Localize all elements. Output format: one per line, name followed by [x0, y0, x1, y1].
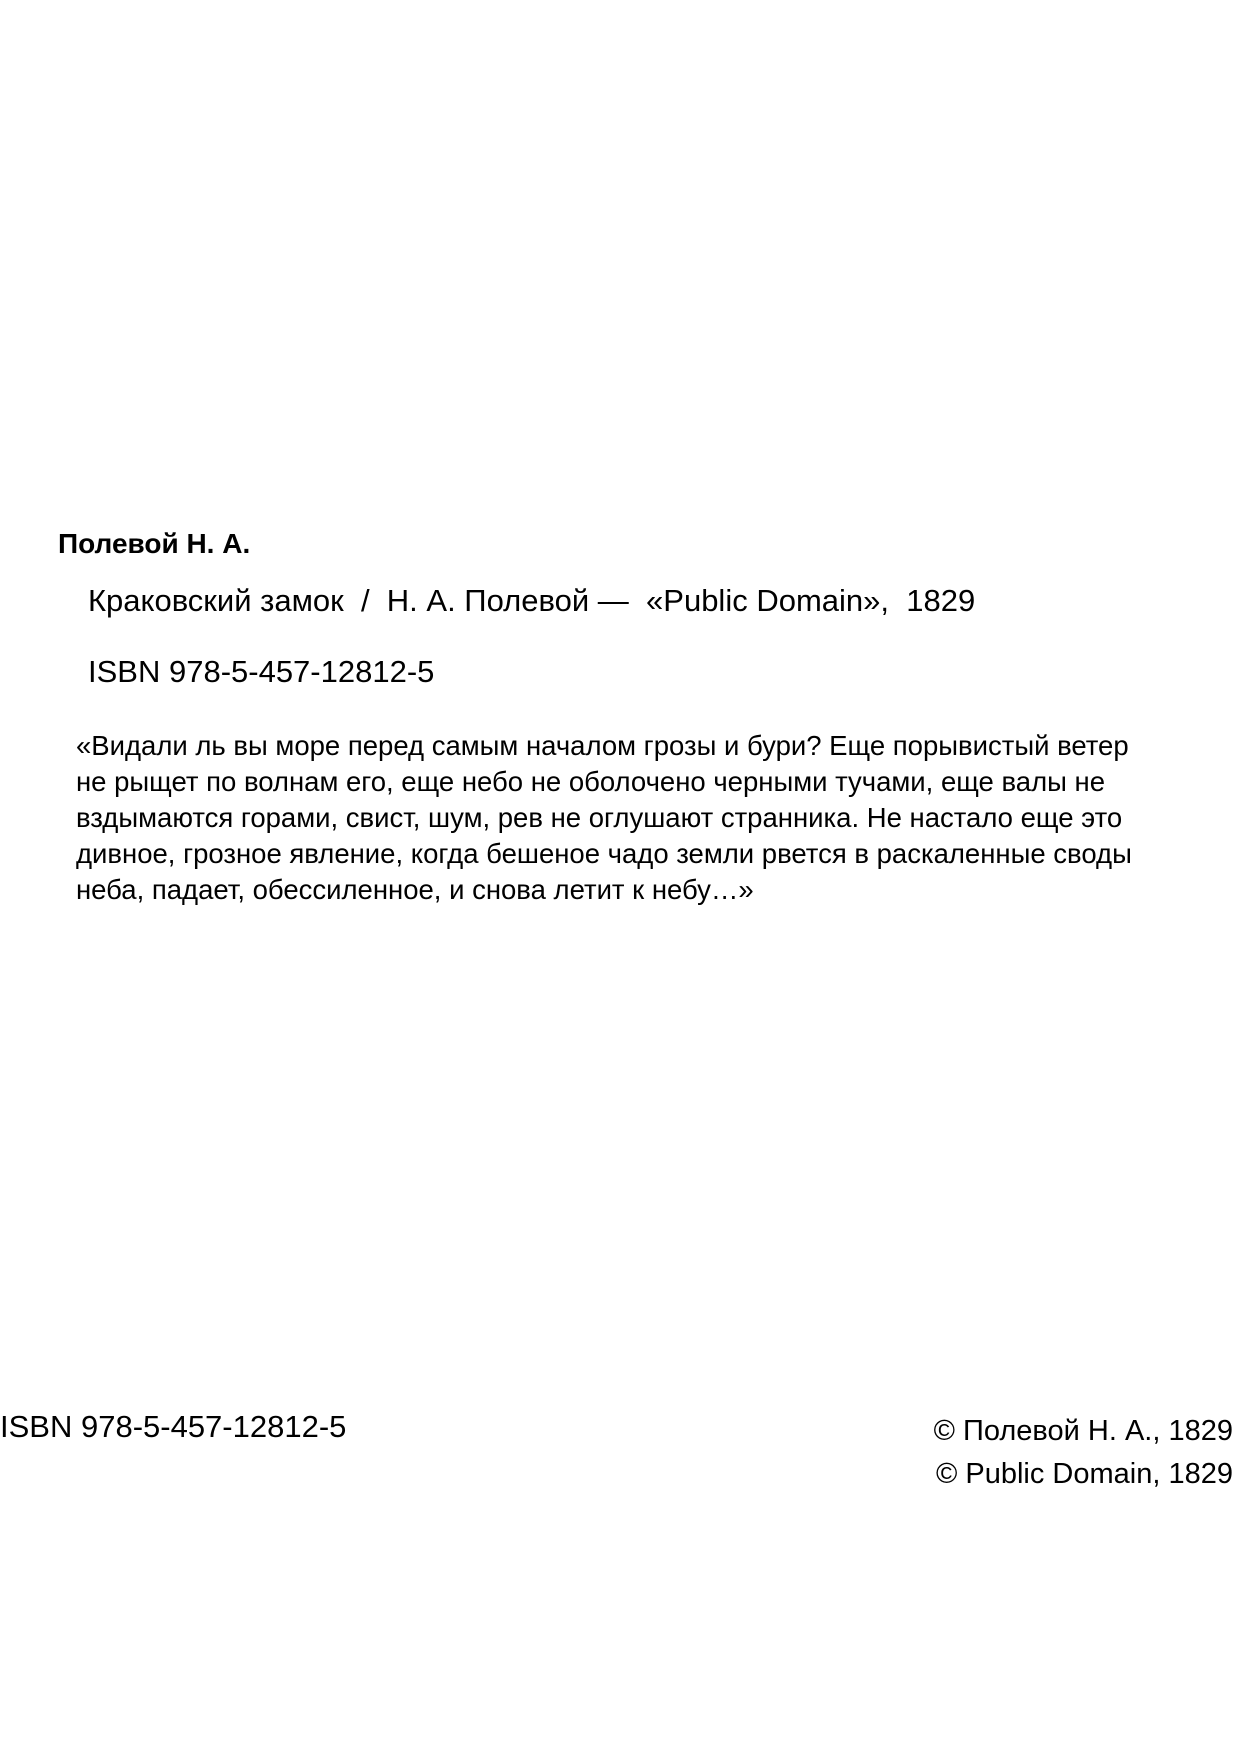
citation-dash: — — [597, 583, 629, 618]
isbn-top: ISBN 978-5-457-12812-5 — [88, 654, 435, 689]
book-title: Краковский замок — [88, 583, 344, 618]
copyright-author: © Полевой Н. А., 1829 — [933, 1415, 1233, 1447]
author-heading: Полевой Н. А. — [58, 528, 251, 559]
citation-year: 1829 — [906, 583, 976, 618]
annotation-line: не рыщет по волнам его, еще небо не оболочено черными тучами, еще валы не — [76, 766, 1106, 797]
citation-publisher: «Public Domain», — [646, 583, 889, 618]
annotation-line: «Видали ль вы море перед самым началом грозы и бури? Еще порывистый ветер — [76, 730, 1129, 761]
annotation-line: неба, падает, обессиленное, и снова летит к небу…» — [76, 874, 754, 905]
copyright-block — [934, 1410, 1233, 1496]
citation-author: Н. А. Полевой — [386, 583, 590, 618]
annotation-line: вздымаются горами, свист, шум, рев не оглушают странника. Не настало еще это — [76, 802, 1123, 833]
annotation-line: дивное, грозное явление, когда бешеное чадо земли рвется в раскаленные своды — [76, 838, 1132, 869]
bibliographic-citation — [88, 582, 975, 620]
copyright-publisher: © Public Domain, 1829 — [935, 1458, 1233, 1490]
citation-separator: / — [360, 583, 370, 618]
isbn-bottom: ISBN 978-5-457-12812-5 — [0, 1409, 347, 1444]
annotation — [76, 728, 1226, 908]
